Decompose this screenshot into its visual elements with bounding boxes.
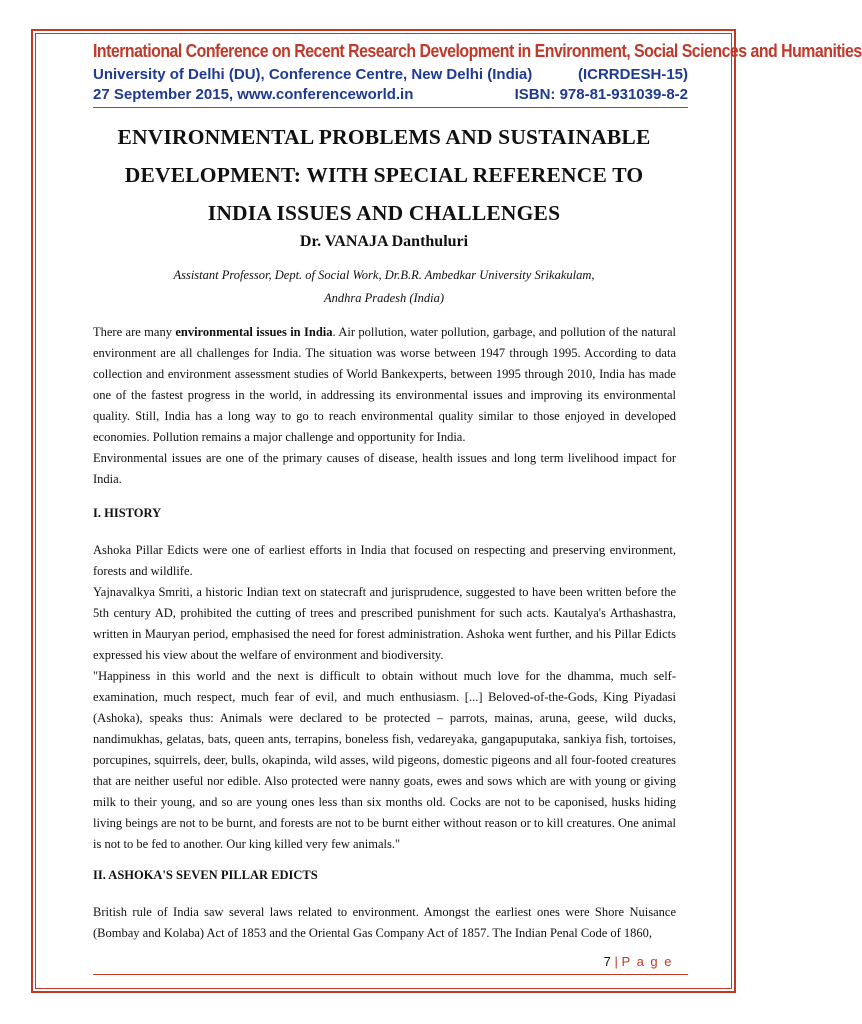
author-name: Dr. VANAJA Danthuluri <box>299 233 469 250</box>
history-paragraph-1: Ashoka Pillar Edicts were one of earliest efforts in India that focused on respecting and preserving environment, forests and wildlife. <box>93 543 676 578</box>
conference-isbn: ISBN: 978-81-931039-8-2 <box>514 86 688 103</box>
title-line-3: INDIA ISSUES AND CHALLENGES <box>207 201 561 225</box>
intro-section <box>93 322 676 490</box>
conference-code: (ICRRDESH-15) <box>577 66 688 83</box>
header-date-row <box>93 86 688 103</box>
intro-text-bold: environmental issues in India <box>175 325 333 339</box>
history-section <box>93 540 676 855</box>
paper-title <box>60 118 708 232</box>
footer-rule <box>93 974 688 975</box>
affiliation-line-1: Assistant Professor, Dept. of Social Work, Dr.B.R. Ambedkar University Srikakulam, <box>173 268 595 282</box>
conference-venue: University of Delhi (DU), Conference Centre, New Delhi (India) <box>93 66 533 83</box>
header-rule <box>93 107 688 108</box>
affiliation-line-2: Andhra Pradesh (India) <box>323 291 445 305</box>
intro-paragraph <box>93 322 676 448</box>
page-number <box>604 954 673 969</box>
page-number-value: 7 <box>603 954 611 969</box>
intro-text-post: . Air pollution, water pollution, garbage, and pollution of the natural environment are all challenges for India. The situation was worse between 1947 through 1995. According to data collection and environment assessment studies of World Bankexperts, between 1995 through 2010, India has made one of the fastest progress in the world, in addressing its environmental issues and improving its environmental quality. Still, India has a long way to go to reach environmental quality similar to those enjoyed in developed economies. Pollution remains a major challenge and opportunity for India. <box>93 325 676 444</box>
conference-name: International Conference on Recent Research Development in Environment, Social Sciences and Humanities <box>93 40 862 61</box>
author-affiliation <box>60 264 708 310</box>
page-separator: | <box>614 954 618 969</box>
history-paragraph-2: Yajnavalkya Smriti, a historic Indian text on statecraft and jurisprudence, suggested to have been written before the 5th century AD, prohibited the cutting of trees and prescribed punishment for such acts. Kautalya's Arthashastra, written in Mauryan period, emphasised the need for forest administration. Ashoka went further, and his Pillar Edicts expressed his view about the welfare of environment and biodiversity. <box>93 585 676 662</box>
section-heading-pillar-edicts: II. ASHOKA'S SEVEN PILLAR EDICTS <box>93 868 318 882</box>
conference-date-site: 27 September 2015, www.conferenceworld.in <box>93 86 414 103</box>
pillar-edicts-section <box>93 902 676 944</box>
page-label: P a g e <box>621 954 673 969</box>
title-line-2: DEVELOPMENT: WITH SPECIAL REFERENCE TO <box>124 163 644 187</box>
title-line-1: ENVIRONMENTAL PROBLEMS AND SUSTAINABLE <box>117 125 651 149</box>
pillar-edicts-paragraph: British rule of India saw several laws related to environment. Amongst the earliest ones were Shore Nuisance (Bombay and Kolaba) Act of 1853 and the Oriental Gas Company Act of 1857. The Indian Penal Code of 1860, <box>93 905 676 940</box>
history-quote: "Happiness in this world and the next is difficult to obtain without much love for the dhamma, much self-examination, much respect, much fear of evil, and much enthusiasm. [...] Beloved-of-the-Gods, King Piyadasi (Ashoka), speaks thus: Animals were declared to be protected – parrots, mainas, aruna, geese, wild ducks, nandimukhas, gelatas, bats, queen ants, terrapins, boneless fish, vedareyaka, gangapuputaka, sankiya fish, tortoises, porcupines, squirrels, deer, bulls, okapinda, wild asses, wild pigeons, domestic pigeons and all four-footed creatures that are neither useful nor edible. Also protected were nanny goats, ewes and sows which are with young or giving milk to their young, and so are young ones less than six months old. Cocks are not to be caponised, husks hiding living beings are not to be burnt, and forests are not to be burnt either without reason or to kill creatures. One animal is not to be fed to another. Our king killed very few animals." <box>93 669 676 851</box>
intro-paragraph-2: Environmental issues are one of the primary causes of disease, health issues and long term livelihood impact for India. <box>93 451 676 486</box>
intro-text-pre: There are many <box>93 325 176 339</box>
section-heading-history: I. HISTORY <box>93 506 162 520</box>
header-venue-row <box>93 66 688 83</box>
